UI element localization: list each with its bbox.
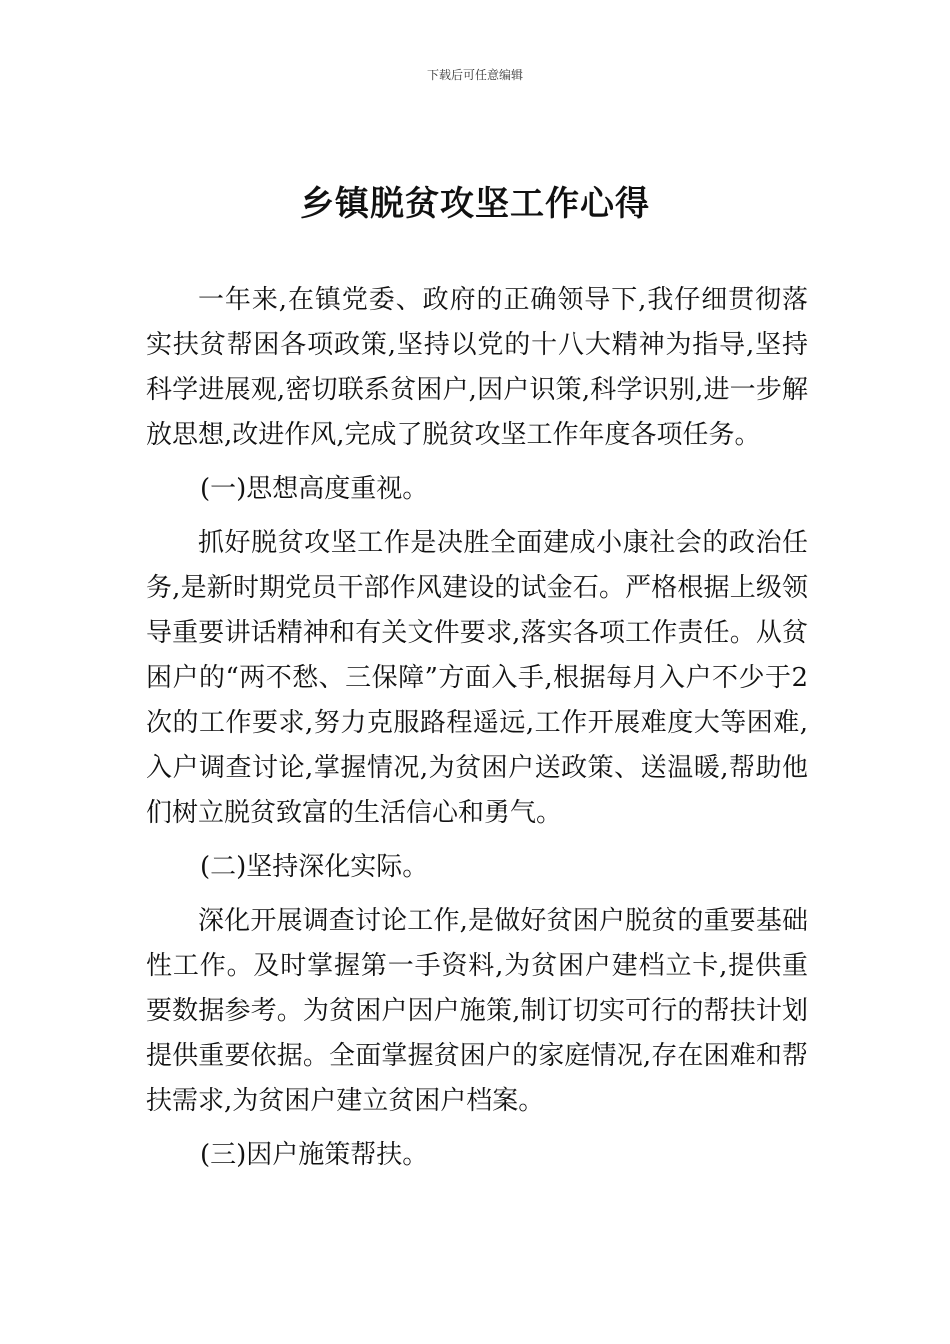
document-body	[146, 278, 808, 1187]
section-paragraph-1: 抓好脱贫攻坚工作是决胜全面建成小康社会的政治任务,是新时期党员干部作风建设的试金石。严格根据上级领导重要讲话精神和有关文件要求,落实各项工作责任。从贫困户的“两不愁、三保障”方面入手,根据每月入户不少于2次的工作要求,努力克服路程遥远,工作开展难度大等困难,入户调查讨论,掌握情况,为贫困户送政策、送温暖,帮助他们树立脱贫致富的生活信心和勇气。	[146, 528, 808, 828]
section-paragraph-2: 深化开展调查讨论工作,是做好贫困户脱贫的重要基础性工作。及时掌握第一手资料,为贫困户建档立卡,提供重要数据参考。为贫困户因户施策,制订切实可行的帮扶计划提供重要依据。全面掌握贫困户的家庭情况,存在困难和帮扶需求,为贫困户建立贫困户档案。	[146, 906, 808, 1116]
intro-paragraph: 一年来,在镇党委、政府的正确领导下,我仔细贯彻落实扶贫帮困各项政策,坚持以党的十八大精神为指导,坚持科学进展观,密切联系贫困户,因户识策,科学识别,进一步解放思想,改进作风,完成了脱贫攻坚工作年度各项任务。	[146, 285, 808, 450]
section-heading-3: (三)因户施策帮扶。	[200, 1140, 429, 1170]
document-title: 乡镇脱贫攻坚工作心得	[300, 184, 650, 224]
section-heading-1: (一)思想高度重视。	[200, 474, 429, 504]
section-heading-2: (二)坚持深化实际。	[200, 852, 429, 882]
header-note: 下载后可任意编辑	[426, 68, 523, 82]
